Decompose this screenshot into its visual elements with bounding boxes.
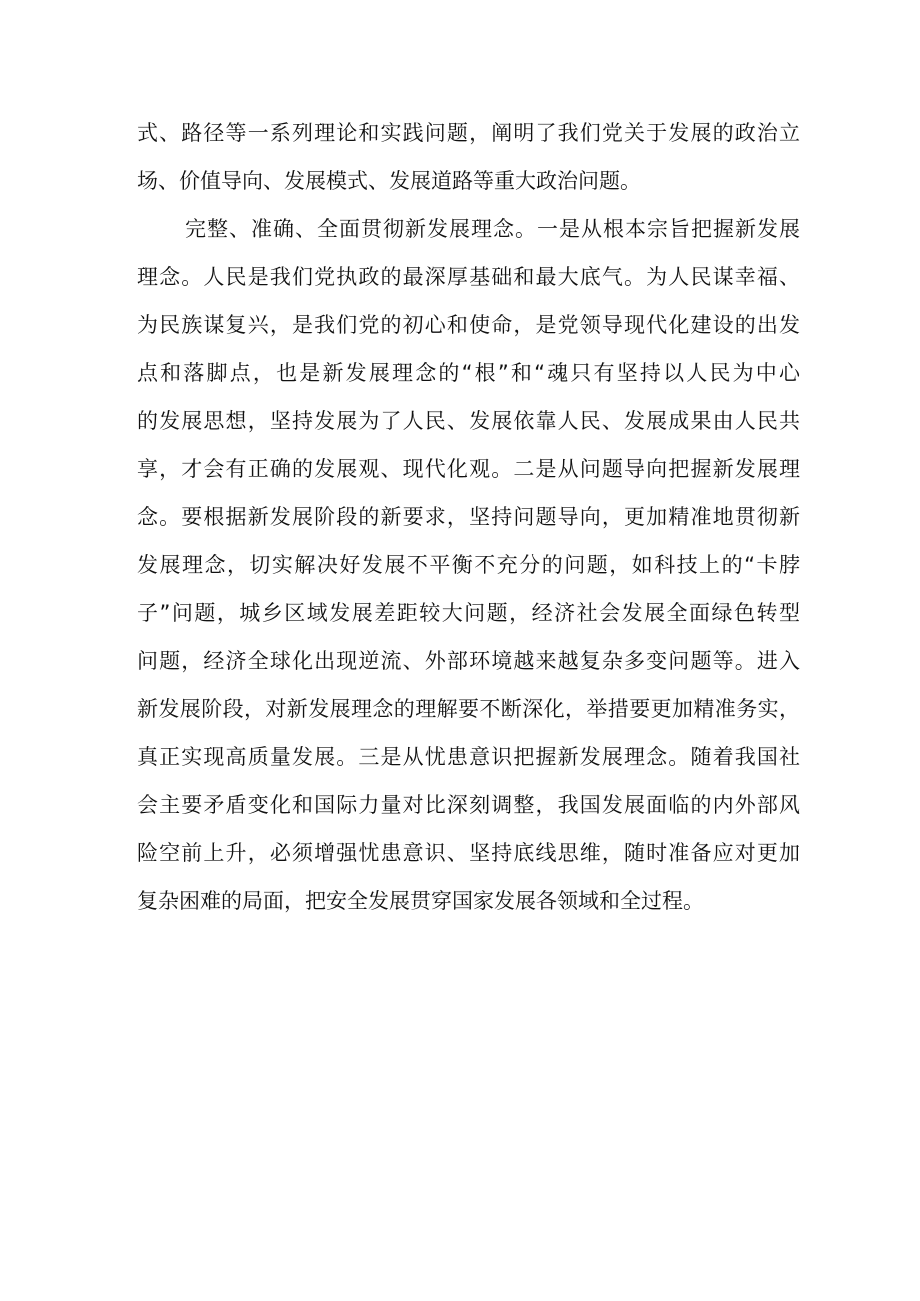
text-line: 式、路径等一系列理论和实践问题，阐明了我们党关于发展的政治立 bbox=[137, 121, 800, 145]
text-line: 点和落脚点，也是新发展理念的“根”和“魂只有坚持以人民为中心 bbox=[137, 361, 800, 385]
document-body bbox=[137, 109, 800, 925]
text-line: 会主要矛盾变化和国际力量对比深刻调整，我国发展面临的内外部风 bbox=[137, 793, 800, 817]
text-line: 新发展阶段，对新发展理念的理解要不断深化，举措要更加精准务实， bbox=[137, 697, 800, 721]
text-line: 险空前上升，必须增强忧患意识、坚持底线思维，随时准备应对更加 bbox=[137, 841, 800, 865]
text-line: 完整、准确、全面贯彻新发展理念。一是从根本宗旨把握新发展 bbox=[185, 217, 800, 241]
text-line: 享，才会有正确的发展观、现代化观。二是从问题导向把握新发展理 bbox=[137, 457, 800, 481]
text-line: 子”问题，城乡区域发展差距较大问题，经济社会发展全面绿色转型 bbox=[137, 601, 800, 625]
text-line: 念。要根据新发展阶段的新要求，坚持问题导向，更加精准地贯彻新 bbox=[137, 505, 800, 529]
text-line: 问题，经济全球化出现逆流、外部环境越来越复杂多变问题等。进入 bbox=[137, 649, 800, 673]
text-line: 理念。人民是我们党执政的最深厚基础和最大底气。为人民谋幸福、 bbox=[137, 265, 800, 289]
paragraph-1 bbox=[137, 109, 800, 205]
text-line: 发展理念，切实解决好发展不平衡不充分的问题，如科技上的“卡脖 bbox=[137, 553, 800, 577]
paragraph-2 bbox=[137, 205, 800, 925]
text-line: 的发展思想，坚持发展为了人民、发展依靠人民、发展成果由人民共 bbox=[137, 409, 800, 433]
text-line: 真正实现高质量发展。三是从忧患意识把握新发展理念。随着我国社 bbox=[137, 745, 800, 769]
text-line: 复杂困难的局面，把安全发展贯穿国家发展各领域和全过程。 bbox=[137, 889, 704, 913]
text-line: 为民族谋复兴，是我们党的初心和使命，是党领导现代化建设的出发 bbox=[137, 313, 800, 337]
text-line: 场、价值导向、发展模式、发展道路等重大政治问题。 bbox=[137, 169, 641, 193]
